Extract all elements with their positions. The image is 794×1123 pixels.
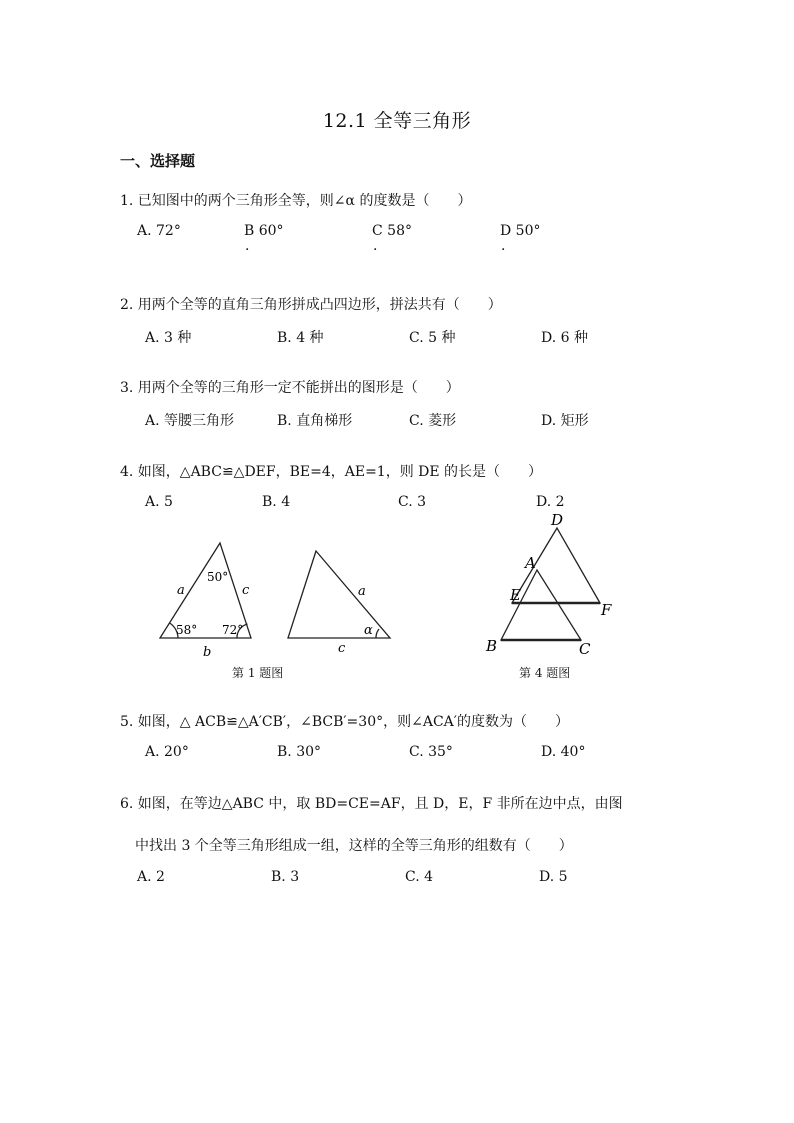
tri1-angle-top: 50°	[207, 570, 229, 584]
q4-option-d[interactable]: D. 2	[536, 494, 565, 510]
q5-option-b[interactable]: B. 30°	[277, 744, 322, 760]
q3-option-a[interactable]: A. 等腰三角形	[145, 413, 235, 429]
question-6-stem-line-1: 6. 如图，在等边△ABC 中，取 BD=CE=AF，且 D，E，F 非所在边中点，由图	[120, 796, 623, 812]
question-2-stem: 2. 用两个全等的直角三角形拼成凸四边形，拼法共有（ ）	[120, 297, 502, 313]
question-1-stem: 1. 已知图中的两个三角形全等，则∠α 的度数是（ ）	[120, 193, 472, 209]
tri1-side-a: a	[177, 583, 185, 598]
question-5-stem: 5. 如图，△ ACB≌△A′CB′，∠BCB′=30°，则∠ACA′的度数为（ ）	[120, 714, 569, 730]
q1-option-b[interactable]: B 60°	[244, 223, 284, 239]
triangle-def-shape	[288, 551, 390, 638]
point-d-label: D	[551, 511, 564, 529]
tri1-side-c: c	[242, 583, 250, 598]
question-4-stem: 4. 如图，△ABC≌△DEF，BE=4，AE=1，则 DE 的长是（ ）	[120, 464, 543, 480]
point-e-label: E	[510, 586, 521, 604]
q3-option-b[interactable]: B. 直角梯形	[277, 413, 353, 429]
q1-option-d[interactable]: D 50°	[500, 223, 541, 239]
q5-option-a[interactable]: A. 20°	[145, 744, 189, 760]
point-c-label: C	[579, 640, 591, 658]
q4-option-a[interactable]: A. 5	[145, 494, 173, 510]
q6-option-c[interactable]: C. 4	[405, 869, 434, 885]
q3-option-c[interactable]: C. 菱形	[409, 413, 457, 429]
triangle-abc-shape	[501, 570, 581, 640]
q1-dot-mark-d: ·	[501, 242, 506, 258]
q1-dot-mark-c: ·	[373, 242, 378, 258]
figure-4-caption: 第 4 题图	[519, 666, 571, 680]
tri1-angle-left: 58°	[176, 623, 198, 637]
tri2-side-a: a	[358, 584, 366, 599]
figure-1-caption: 第 1 题图	[232, 666, 284, 680]
q4-option-c[interactable]: C. 3	[398, 494, 427, 510]
q2-option-b[interactable]: B. 4 种	[277, 330, 324, 346]
section-heading: 一、选择题	[120, 152, 196, 170]
point-a-label: A	[525, 554, 536, 572]
tri2-side-c: c	[338, 641, 346, 656]
tri1-side-b: b	[203, 645, 212, 660]
q3-option-d[interactable]: D. 矩形	[541, 413, 589, 429]
q5-option-d[interactable]: D. 40°	[541, 744, 586, 760]
q2-option-d[interactable]: D. 6 种	[541, 330, 588, 346]
tri1-angle-right: 72°	[222, 623, 244, 637]
q2-option-a[interactable]: A. 3 种	[145, 330, 192, 346]
q2-option-c[interactable]: C. 5 种	[409, 330, 456, 346]
tri2-angle-alpha: α	[364, 623, 373, 638]
q6-option-a[interactable]: A. 2	[137, 869, 165, 885]
figure-4-diagram	[480, 508, 620, 660]
q6-option-b[interactable]: B. 3	[271, 869, 300, 885]
point-f-label: F	[601, 601, 612, 619]
q1-dot-mark-b: ·	[245, 242, 250, 258]
point-b-label: B	[486, 637, 498, 655]
figure-1-diagram	[150, 530, 400, 660]
question-6-stem-line-2: 中找出 3 个全等三角形组成一组，这样的全等三角形的组数有（ ）	[135, 838, 573, 854]
question-3-stem: 3. 用两个全等的三角形一定不能拼出的图形是（ ）	[120, 380, 460, 396]
q5-option-c[interactable]: C. 35°	[409, 744, 453, 760]
q1-option-c[interactable]: C 58°	[372, 223, 412, 239]
page-title: 12.1 全等三角形	[322, 110, 472, 132]
angle-arc-alpha	[376, 629, 379, 638]
q4-option-b[interactable]: B. 4	[262, 494, 291, 510]
q6-option-d[interactable]: D. 5	[539, 869, 568, 885]
q1-option-a[interactable]: A. 72°	[137, 223, 181, 239]
